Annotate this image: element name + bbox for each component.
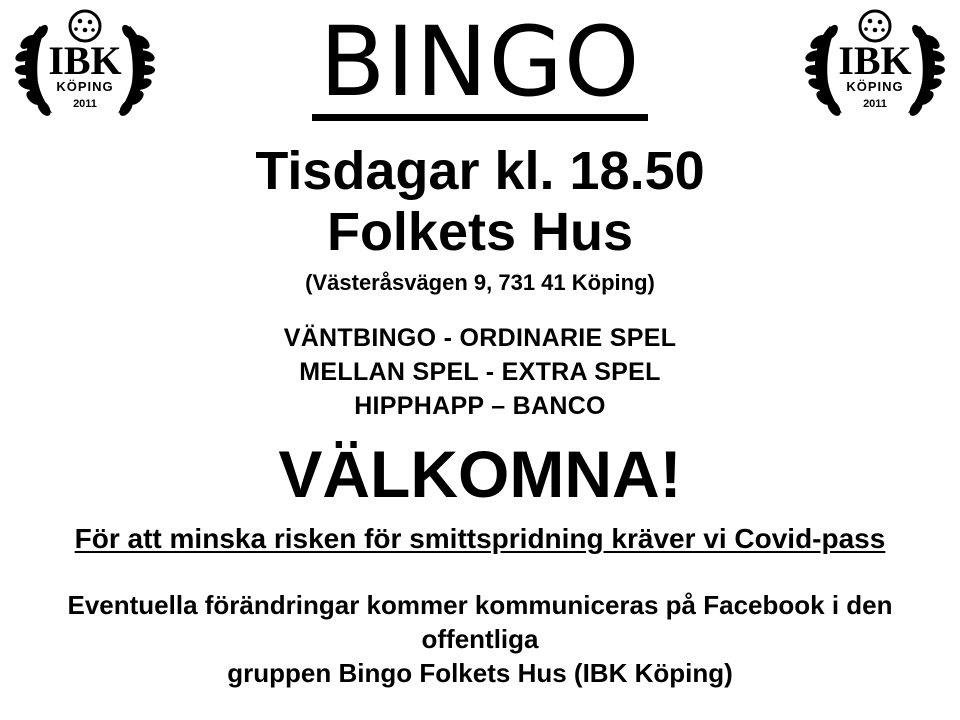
title-wrap (0, 0, 960, 121)
svg-text:2011: 2011 (73, 98, 97, 110)
list-item: MELLAN SPEL - EXTRA SPEL (299, 358, 661, 387)
page-title: BINGO (312, 14, 649, 121)
venue-line: Folkets Hus (326, 201, 634, 262)
list-item: VÄNTBINGO - ORDINARIE SPEL (283, 324, 677, 353)
games-list (0, 322, 960, 423)
svg-text:KÖPING: KÖPING (846, 79, 904, 94)
svg-text:2011: 2011 (863, 98, 887, 110)
day-time-line: Tisdagar kl. 18.50 (255, 141, 705, 201)
svg-text:IBK: IBK (48, 38, 122, 83)
footer-line-1: Eventuella förändringar kommer kommuniceras på Facebook i den offentliga (67, 589, 893, 654)
address-line: (Västeråsvägen 9, 731 41 Köping) (305, 270, 655, 296)
welcome-heading: VÄLKOMNA! (278, 436, 682, 511)
list-item: HIPPHAPP – BANCO (354, 391, 606, 420)
svg-text:KÖPING: KÖPING (56, 79, 114, 94)
covid-notice: För att minska risken för smittspridning kräver vi Covid-pass (74, 522, 886, 554)
footer-note (0, 589, 960, 690)
svg-text:IBK: IBK (838, 38, 912, 83)
footer-line-2: gruppen Bingo Folkets Hus (IBK Köping) (227, 657, 733, 688)
